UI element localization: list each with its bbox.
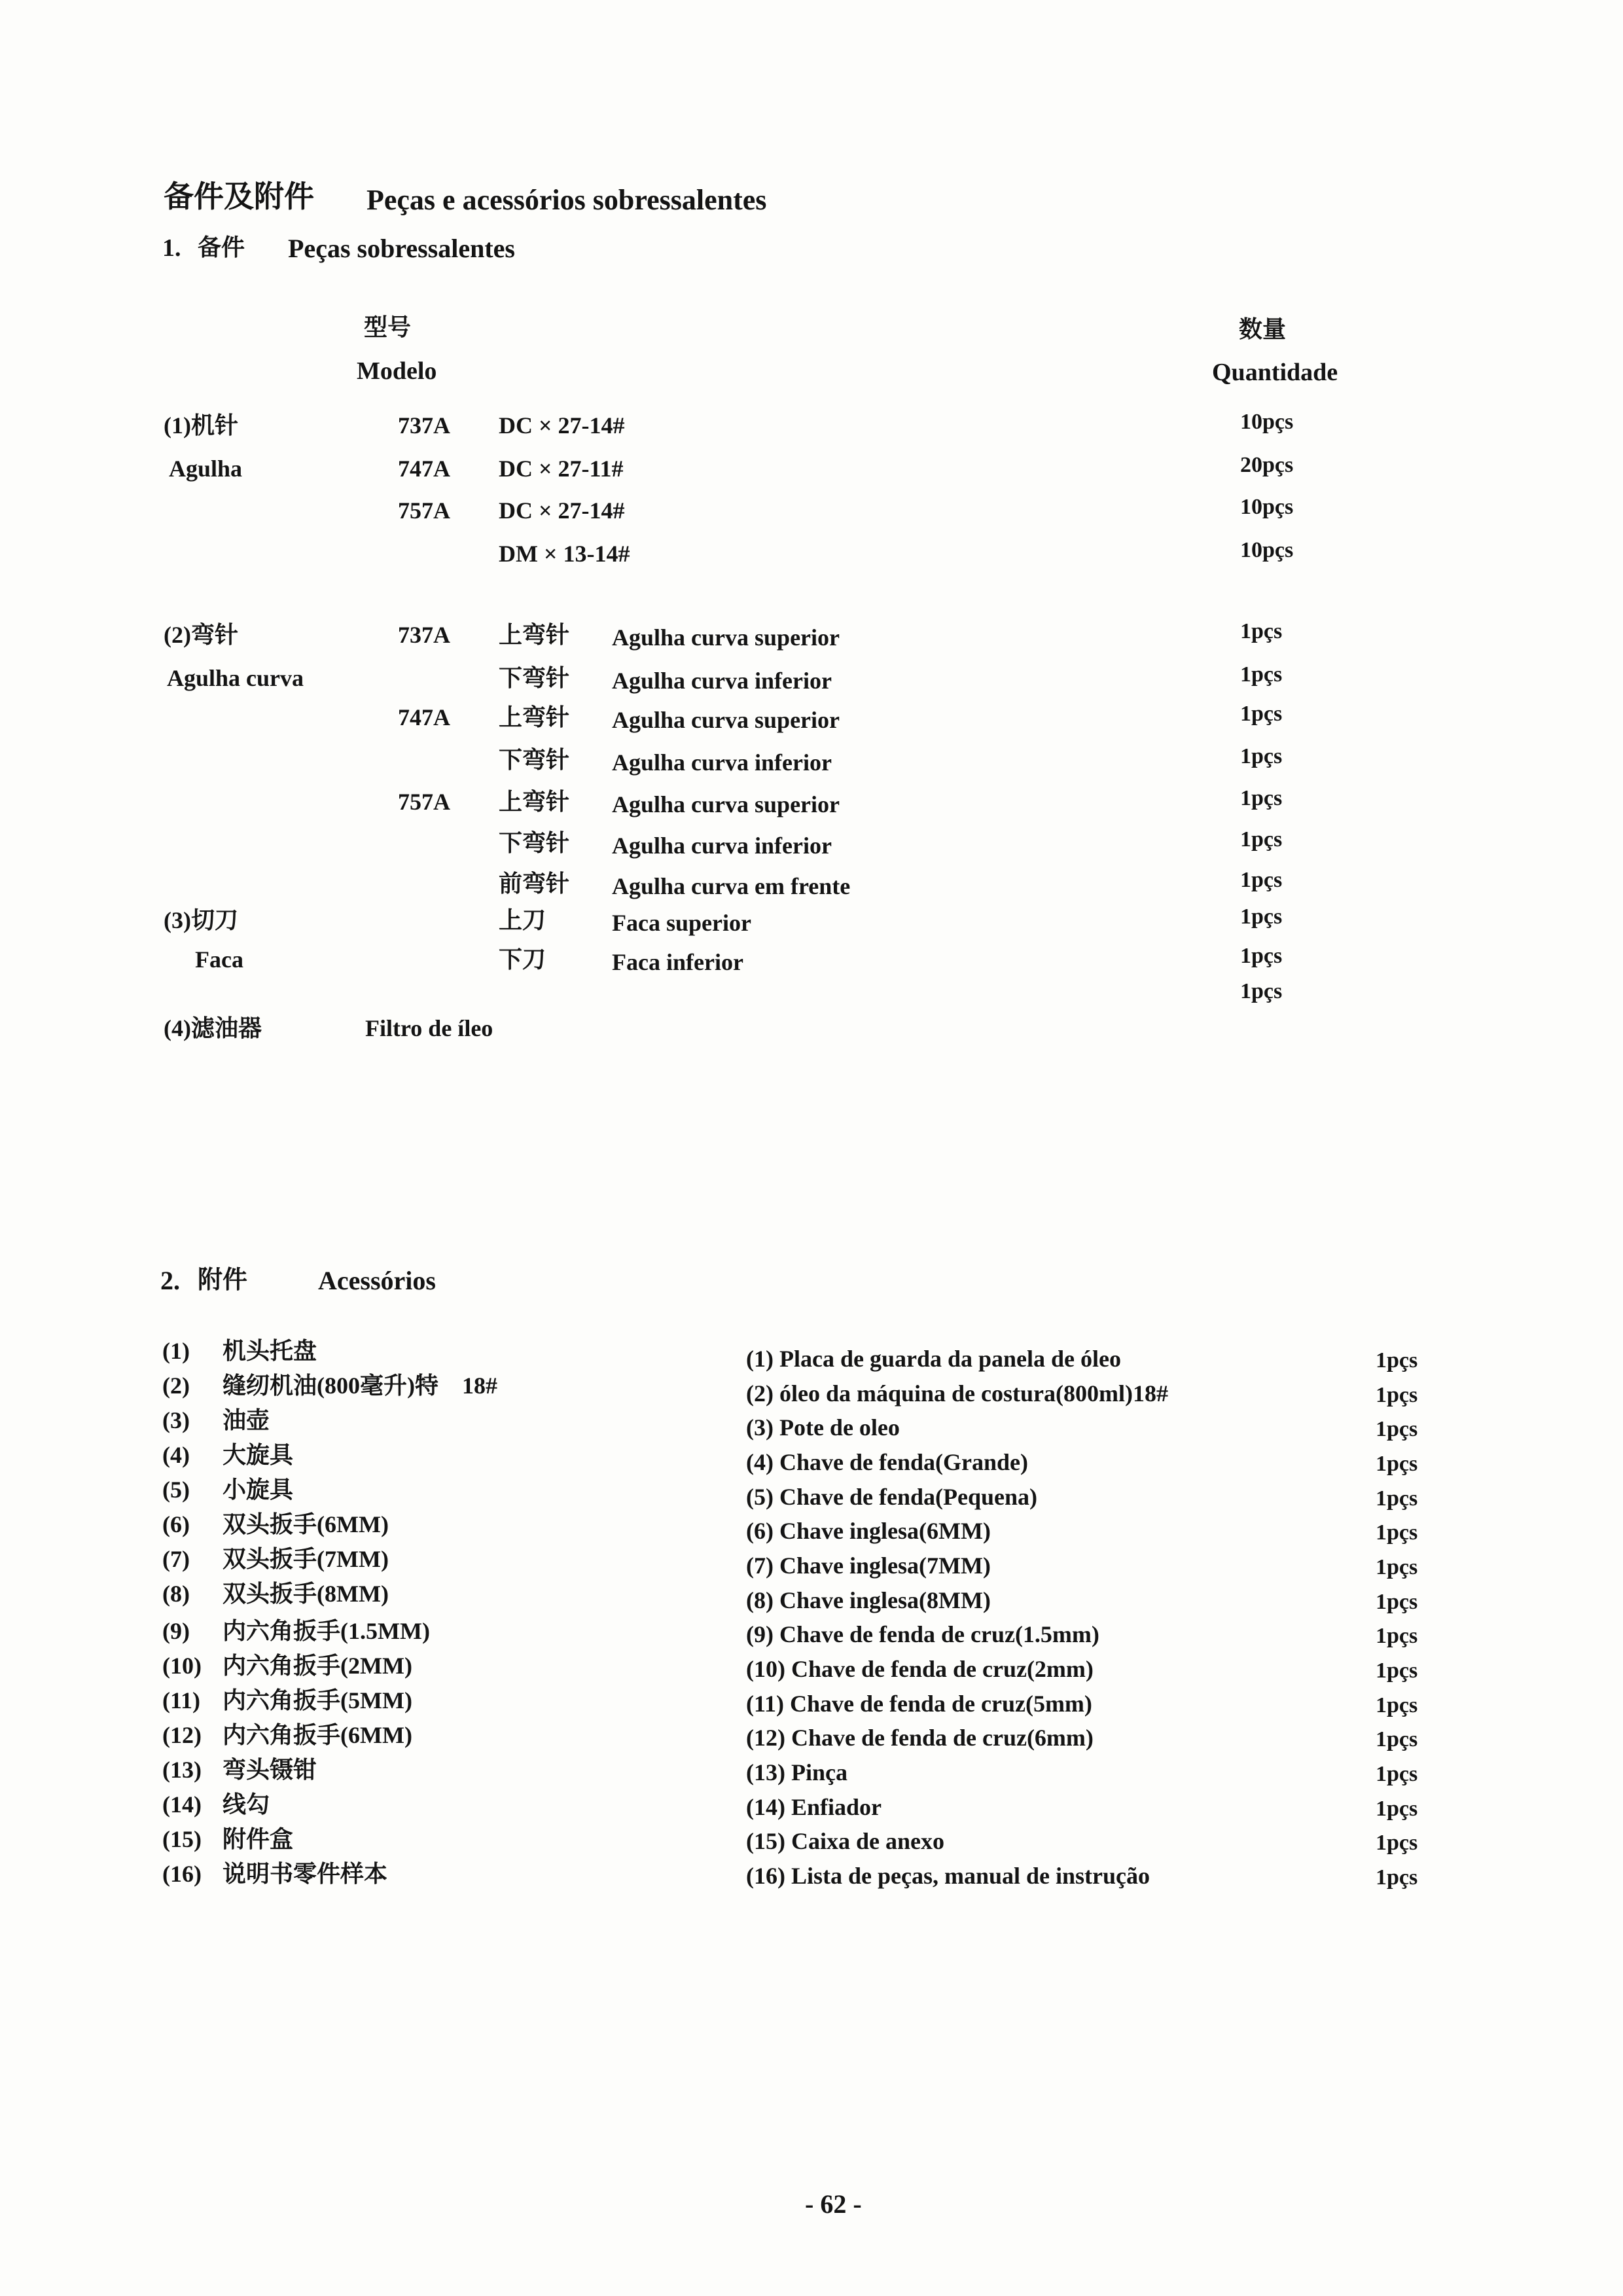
cell-item: Agulha curva [167,665,304,691]
item-quantity: 1pçs [1376,1417,1418,1441]
cell-quantity: 10pçs [1240,410,1294,434]
doc-title-pt: Peças e acessórios sobressalentes [366,184,767,216]
cell-subtype: DC × 27-14# [499,497,625,524]
cell-subtype: 前弯针 [499,870,570,897]
item-name-pt: (1) Placa de guarda da panela de óleo [746,1346,1121,1372]
cell-quantity: 1pçs [1240,744,1283,768]
item-quantity: 1pçs [1376,1797,1418,1821]
item-name-zh: 缝纫机油(800毫升)特 18# [223,1372,497,1399]
cell-quantity: 1pçs [1240,702,1283,726]
item-name-zh: 大旋具 [223,1442,294,1468]
item-name-zh: 线勾 [223,1791,270,1818]
item-name-pt: (10) Chave de fenda de cruz(2mm) [746,1656,1094,1682]
cell-quantity: 1pçs [1240,619,1283,643]
item-number: (9) [162,1618,190,1644]
cell-item: (4)滤油器 [164,1015,262,1041]
item-name-pt: (16) Lista de peças, manual de instrução [746,1863,1150,1889]
page-number: - 62 - [805,2189,862,2219]
item-number: (14) [162,1791,202,1818]
item-name-pt: (9) Chave de fenda de cruz(1.5mm) [746,1621,1099,1647]
item-quantity: 1pçs [1376,1555,1418,1579]
item-name-pt: (4) Chave de fenda(Grande) [746,1449,1028,1475]
item-quantity: 1pçs [1376,1383,1418,1407]
item-name-zh: 内六角扳手(5MM) [223,1687,412,1713]
item-number: (15) [162,1826,202,1852]
item-number: (11) [162,1687,200,1713]
item-name-zh: 内六角扳手(6MM) [223,1722,412,1748]
cell-item: (2)弯针 [164,622,238,648]
item-name-pt: (3) Pote de oleo [746,1414,900,1441]
section1-heading-zh: 备件 [198,234,245,260]
item-quantity: 1pçs [1376,1520,1418,1545]
item-name-zh: 机头托盘 [223,1338,317,1364]
cell-quantity: 1pçs [1240,827,1283,852]
item-name-pt: (14) Enfiador [746,1794,882,1820]
item-quantity: 1pçs [1376,1348,1418,1372]
cell-item: Agulha [169,456,243,482]
item-name-pt: (13) Pinça [746,1759,847,1785]
cell-quantity: 10pçs [1240,538,1294,562]
item-name-pt: (12) Chave de fenda de cruz(6mm) [746,1725,1094,1751]
item-number: (1) [162,1338,190,1364]
cell-quantity: 10pçs [1240,495,1294,519]
section1-heading-pt: Peças sobressalentes [288,234,515,263]
item-quantity: 1pçs [1376,1831,1418,1855]
item-quantity: 1pçs [1376,1727,1418,1751]
cell-quantity: 1pçs [1240,944,1283,968]
cell-model: Filtro de íleo [365,1015,493,1041]
cell-subtype: 上刀 [499,907,546,933]
item-quantity: 1pçs [1376,1624,1418,1648]
cell-item: (1)机针 [164,412,238,439]
item-name-zh: 内六角扳手(2MM) [223,1653,412,1679]
item-number: (5) [162,1477,190,1503]
item-number: (10) [162,1653,202,1679]
item-name-pt: (5) Chave de fenda(Pequena) [746,1484,1037,1510]
cell-quantity: 1pçs [1240,905,1283,929]
cell-model: 747A [398,704,450,730]
cell-quantity: 1pçs [1240,786,1283,810]
cell-description: Agulha curva superior [612,791,840,817]
item-number: (3) [162,1407,190,1433]
section2-number: 2. [160,1266,180,1295]
item-quantity: 1pçs [1376,1865,1418,1890]
item-name-pt: (8) Chave inglesa(8MM) [746,1587,991,1613]
column-header-qty-pt: Quantidade [1212,359,1338,386]
item-name-zh: 双头扳手(7MM) [223,1546,389,1572]
item-name-zh: 小旋具 [223,1477,294,1503]
item-number: (7) [162,1546,190,1572]
item-quantity: 1pçs [1376,1452,1418,1476]
item-number: (13) [162,1757,202,1783]
cell-model: 757A [398,789,450,815]
cell-item: Faca [195,946,243,973]
item-name-zh: 内六角扳手(1.5MM) [223,1618,430,1644]
cell-description: Faca inferior [612,949,743,975]
cell-quantity: 20pçs [1240,453,1294,477]
cell-model: 757A [398,497,450,524]
item-name-zh: 油壶 [223,1407,270,1433]
item-name-zh: 说明书零件样本 [223,1861,388,1887]
item-quantity: 1pçs [1376,1762,1418,1786]
cell-item: (3)切刀 [164,907,238,933]
cell-subtype: 下弯针 [499,830,570,856]
item-name-zh: 弯头镊钳 [223,1757,317,1783]
cell-subtype: 下弯针 [499,747,570,773]
section1-number: 1. [162,234,181,262]
cell-quantity: 1pçs [1240,979,1283,1003]
cell-description: Agulha curva inferior [612,668,832,694]
cell-description: Agulha curva superior [612,624,840,651]
item-quantity: 1pçs [1376,1659,1418,1683]
cell-quantity: 1pçs [1240,662,1283,687]
cell-description: Agulha curva em frente [612,873,851,899]
item-number: (16) [162,1861,202,1887]
item-quantity: 1pçs [1376,1590,1418,1614]
column-header-model-pt: Modelo [357,357,437,385]
cell-model: 737A [398,412,450,439]
item-number: (12) [162,1722,202,1748]
column-header-model-zh: 型号 [364,314,412,340]
doc-title-zh: 备件及附件 [164,180,314,213]
section2-heading-zh: 附件 [198,1266,248,1294]
cell-subtype: DC × 27-14# [499,412,625,439]
cell-model: 747A [398,456,450,482]
item-name-pt: (2) óleo da máquina de costura(800ml)18# [746,1380,1168,1407]
item-number: (2) [162,1372,190,1399]
cell-subtype: 下弯针 [499,665,570,691]
item-name-pt: (6) Chave inglesa(6MM) [746,1518,991,1544]
item-quantity: 1pçs [1376,1486,1418,1511]
cell-subtype: 下刀 [499,946,546,973]
item-name-pt: (11) Chave de fenda de cruz(5mm) [746,1691,1092,1717]
cell-description: Agulha curva inferior [612,749,832,776]
item-name-zh: 双头扳手(6MM) [223,1511,389,1537]
item-name-pt: (15) Caixa de anexo [746,1828,944,1854]
cell-subtype: 上弯针 [499,789,570,815]
column-header-qty-zh: 数量 [1239,316,1287,342]
cell-description: Agulha curva inferior [612,833,832,859]
item-name-zh: 附件盒 [223,1826,294,1852]
item-number: (8) [162,1581,190,1607]
item-number: (4) [162,1442,190,1468]
cell-subtype: DM × 13-14# [499,541,630,567]
cell-subtype: 上弯针 [499,704,570,730]
item-quantity: 1pçs [1376,1693,1418,1717]
cell-quantity: 1pçs [1240,868,1283,892]
section2-heading-pt: Acessórios [318,1266,436,1295]
item-number: (6) [162,1511,190,1537]
cell-model: 737A [398,622,450,648]
cell-subtype: 上弯针 [499,622,570,648]
item-name-pt: (7) Chave inglesa(7MM) [746,1552,991,1579]
cell-subtype: DC × 27-11# [499,456,624,482]
cell-description: Agulha curva superior [612,707,840,733]
item-name-zh: 双头扳手(8MM) [223,1581,389,1607]
cell-description: Faca superior [612,910,751,936]
